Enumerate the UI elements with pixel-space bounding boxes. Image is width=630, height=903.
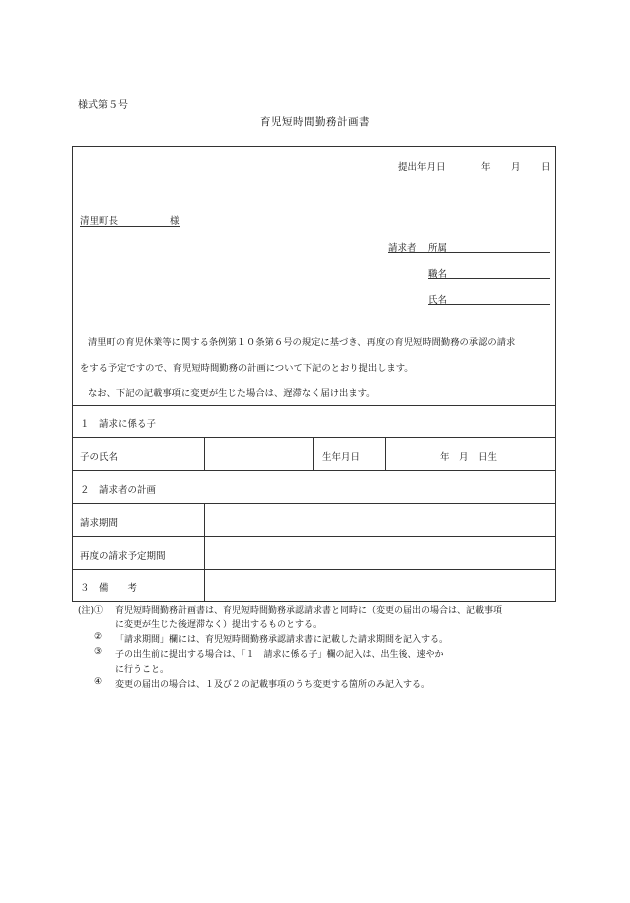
- date-day: 日: [541, 162, 551, 173]
- requester-label: 請求者: [388, 243, 417, 254]
- repeat-request-period-label: 再度の請求予定期間: [80, 551, 166, 562]
- body-text-line-2: をする予定ですので、育児短時間勤務の計画について下記のとおり提出します。: [80, 363, 414, 374]
- date-label: 提出年月日: [398, 162, 446, 173]
- date-year: 年: [481, 162, 491, 173]
- section-2-heading: ２ 請求者の計画: [80, 485, 157, 496]
- note-1-text: 育児短時間勤務計画書は、育児短時間勤務承認請求書と同時に（変更の届出の場合は、記載事項: [115, 606, 503, 616]
- note-3-text-cont: に行うこと。: [115, 665, 170, 675]
- addressee-underline: [80, 226, 180, 227]
- birth-date-label: 生年月日: [322, 452, 361, 463]
- note-2-text: 「請求期間」欄には、育児短時間勤務承認請求書に記載した請求期間を記入する。: [115, 635, 449, 645]
- requester-dept-label: 所属: [428, 243, 448, 254]
- table-rule: [72, 437, 556, 438]
- form-number: 様式第５号: [78, 100, 128, 111]
- table-divider: [204, 503, 205, 602]
- table-rule: [72, 503, 556, 504]
- form-frame: [72, 146, 556, 602]
- position-underline: [428, 278, 550, 279]
- document-title: 育児短時間勤務計画書: [260, 116, 370, 128]
- note-4-text: 変更の届出の場合は、１及び２の記載事項のうち変更する箇所のみ記入する。: [115, 680, 431, 690]
- name-underline: [428, 304, 550, 305]
- body-text-line-3: なお、下記の記載事項に変更が生じた場合は、遅滞なく届け出ます。: [88, 388, 376, 399]
- addressee-honorific: 様: [170, 216, 180, 227]
- note-3-text: 子の出生前に提出する場合は、「１ 請求に係る子」欄の記入は、出生後、速やか: [115, 650, 444, 660]
- table-rule: [72, 470, 556, 471]
- body-text-line-1: 清里町の育児休業等に関する条例第１０条第６号の規定に基づき、再度の育児短時間勤務の承認の請求: [88, 337, 516, 348]
- note-3-mark: ③: [94, 647, 103, 657]
- table-rule: [72, 536, 556, 537]
- request-period-label: 請求期間: [80, 518, 119, 529]
- table-rule: [72, 405, 556, 406]
- date-month: 月: [511, 162, 521, 173]
- table-rule: [72, 569, 556, 570]
- requester-position-label: 職名: [428, 269, 448, 280]
- table-divider: [313, 437, 314, 470]
- section-1-heading: １ 請求に係る子: [80, 419, 157, 430]
- note-1-mark: (注)①: [78, 606, 104, 616]
- dept-underline: [388, 252, 550, 253]
- note-2-mark: ②: [94, 632, 103, 642]
- note-4-mark: ④: [94, 677, 103, 687]
- table-divider: [385, 437, 386, 470]
- requester-name-label: 氏名: [428, 295, 448, 306]
- table-divider: [204, 437, 205, 470]
- addressee-name: 清里町長: [80, 216, 119, 227]
- note-1-text-cont: に変更が生じた後遅滞なく）提出するものとする。: [115, 620, 323, 630]
- section-3-remarks: ３ 備 考: [80, 583, 138, 594]
- birth-date-value: 年 月 日生: [440, 452, 498, 463]
- child-name-label: 子の氏名: [80, 452, 119, 463]
